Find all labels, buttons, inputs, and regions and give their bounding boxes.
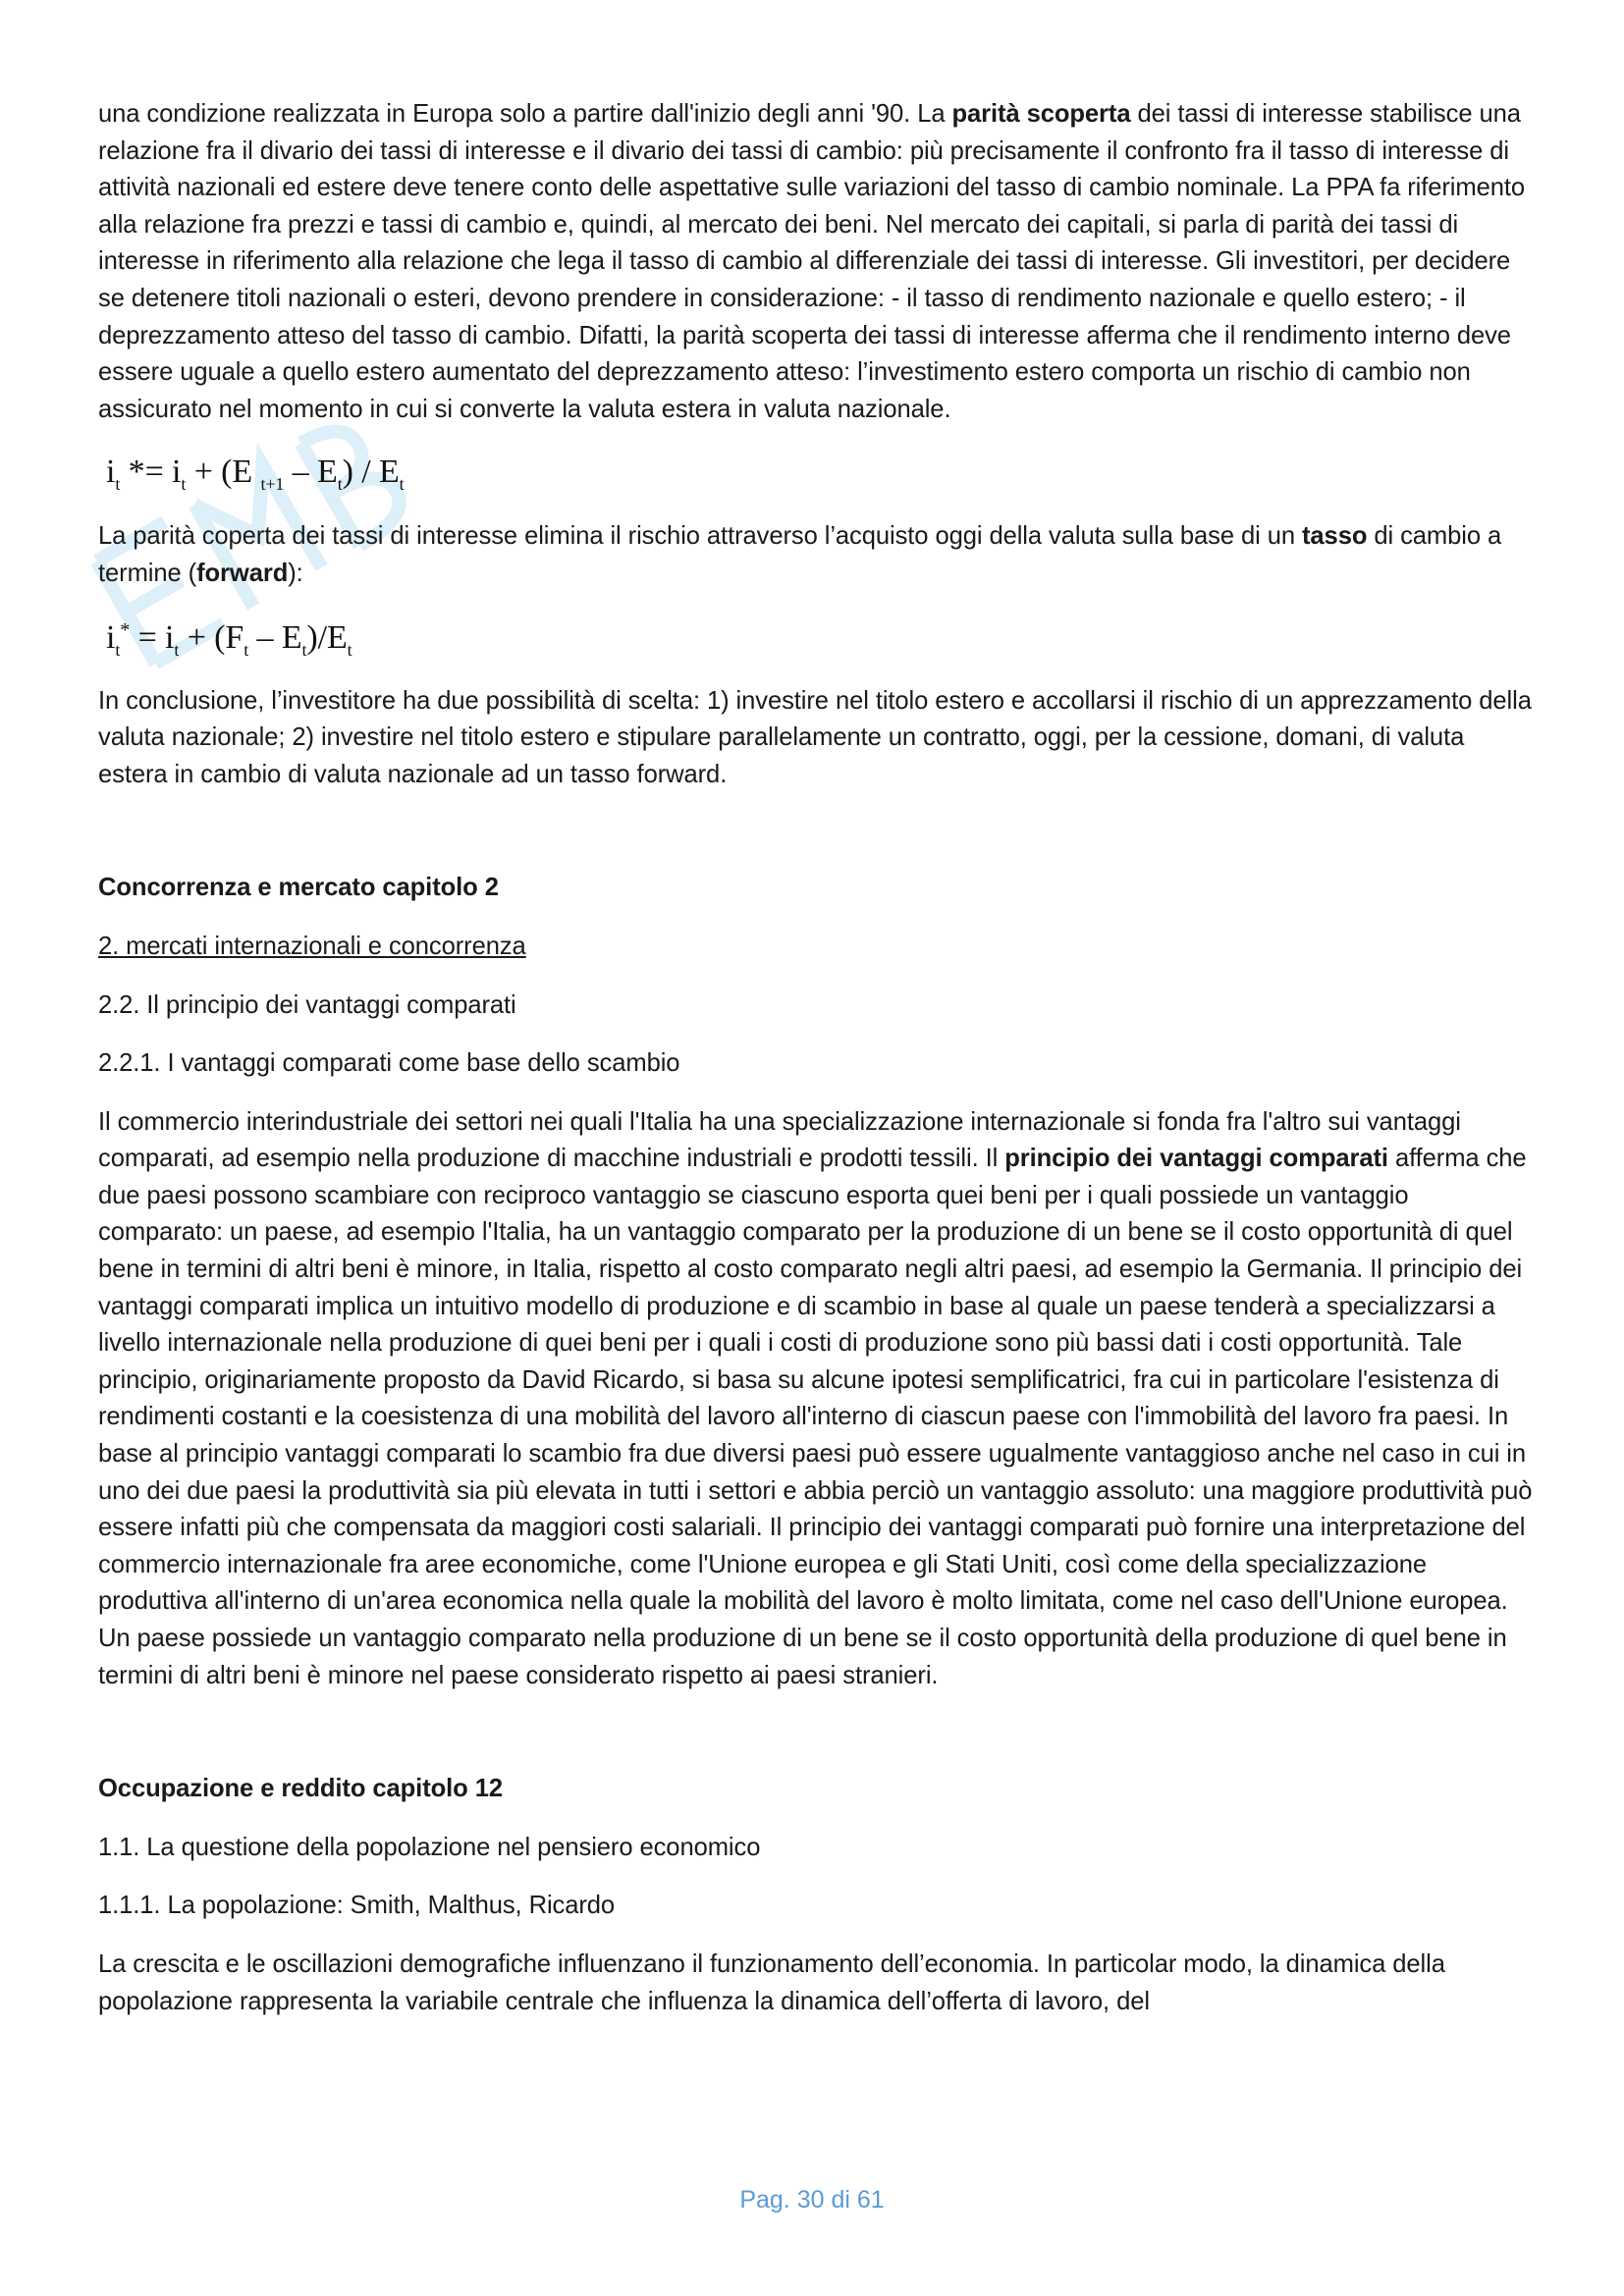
- text-run: dei tassi di interesse stabilisce una relazione fra il divario dei tassi di interesse e il divario dei tassi di cambio: più precisamente il confronto fra il tasso di interesse di attività nazionali ed estere deve tenere conto delle aspettative sulle variazioni del tasso di cambio nominale. La PPA fa riferimento alla relazione fra prezzi e tassi di cambio e, quindi, al mercato dei beni. Nel mercato dei capitali, si parla di parità dei tassi di interesse in riferimento alla relazione che lega il tasso di cambio al differenziale dei tassi di interesse. Gli investitori, per decidere se detenere titoli nazionali o esteri, devono prendere in considerazione: - il tasso di rendimento nazionale e quello estero; - il deprezzamento atteso del tasso di cambio. Difatti, la parità scoperta dei tassi di interesse afferma che il rendimento interno deve essere uguale a quello estero aumentato del deprezzamento atteso: l’investimento estero comporta un rischio di cambio non assicurato nel momento in cui si converte la valuta estera in valuta nazionale.: [98, 100, 1526, 423]
- subheading-smith-malthus: 1.1.1. La popolazione: Smith, Malthus, Ricardo: [98, 1892, 616, 1920]
- paragraph-population: La crescita e le oscillazioni demografiche influenzano il funzionamento dell’economia. In particolar modo, la dinamica della popolazione rappresenta la variabile centrale che influenza la dinamica dell’offerta di lavoro, del: [98, 1949, 1445, 2015]
- bold-term-principio: principio dei vantaggi comparati: [1004, 1145, 1388, 1173]
- paragraph-interest-parity: [98, 96, 1540, 428]
- section-heading-concorrenza: Concorrenza e mercato capitolo 2: [98, 874, 499, 902]
- bold-term-tasso: tasso: [1302, 522, 1368, 551]
- text-run: di cambio a termine (: [98, 522, 1502, 587]
- subheading-popolazione: 1.1. La questione della popolazione nel pensiero economico: [98, 1833, 761, 1861]
- page-number: Pag. 30 di 61: [739, 2186, 885, 2214]
- section-heading-occupazione: Occupazione e reddito capitolo 12: [98, 1775, 503, 1803]
- subheading-mercati: 2. mercati internazionali e concorrenza: [98, 932, 526, 960]
- subheading-principio: 2.2. Il principio dei vantaggi comparati: [98, 990, 516, 1019]
- text-run: afferma che due paesi possono scambiare con reciproco vantaggio se ciascuno esporta quei beni per i quali possiede un vantaggio comparato: un paese, ad esempio l'Italia, ha un vantaggio comparato per la produzione di un bene se il costo opportunità di quel bene in termini di altri beni è minore, in Italia, rispetto al costo comparato negli altri paesi, ad esempio la Germania. Il principio dei vantaggi comparati implica un intuitivo modello di produzione e di scambio in base al quale un paese tenderà a specializzarsi a livello internazionale nella produzione di quei beni per i quali i costi di produzione sono più bassi dati i costi opportunità. Tale principio, originariamente proposto da David Ricardo, si basa su alcune ipotesi semplificatrici, fra cui in particolare l'esistenza di rendimenti costanti e la coesistenza di una mobilità del lavoro all'interno di ciascun paese con l'immobilità del lavoro fra paesi. In base al principio vantaggi comparati lo scambio fra due diversi paesi può essere ugualmente vantaggioso anche nel caso in cui in uno dei due paesi la produttività sia più elevata in tutti i settori e abbia perciò un vantaggio assoluto: una maggiore produttività può essere infatti più che compensata da maggiori costi salariali. Il principio dei vantaggi comparati può fornire una interpretazione del commercio internazionale fra aree economiche, come l'Unione europea e gli Stati Uniti, così come della specializzazione produttiva all'interno di un'area economica nella quale la mobilità del lavoro è molto limitata, come nel caso dell'Unione europea. Un paese possiede un vantaggio comparato nella produzione di un bene se il costo opportunità della produzione di quel bene in termini di altri beni è minore nel paese considerato rispetto ai paesi stranieri.: [98, 1145, 1533, 1689]
- paragraph-comparative-advantage: [98, 1104, 1540, 1695]
- paragraph-conclusion: In conclusione, l’investitore ha due possibilità di scelta: 1) investire nel titolo estero e accollarsi il rischio di un apprezzamento della valuta nazionale; 2) investire nel titolo estero e stipulare parallelamente un contratto, oggi, per la cessione, domani, di valuta estera in cambio di valuta nazionale ad un tasso forward.: [98, 686, 1532, 788]
- text-run: una condizione realizzata in Europa solo a partire dall'inizio degli anni '90. La: [98, 100, 952, 128]
- formula-uncovered-parity: $i_t *= i_t + (E$ $_{t+1} - E_t) / E_t$: [106, 454, 405, 495]
- text-run: ):: [288, 559, 303, 587]
- formula-covered-parity: $i_t^* = i_t + (F_t - E_t)/E_t$: [106, 618, 352, 660]
- document-body: [98, 96, 1540, 2036]
- bold-term-forward: forward: [196, 559, 289, 587]
- subheading-vantaggi: 2.2.1. I vantaggi comparati come base dello scambio: [98, 1049, 680, 1078]
- paragraph-covered-parity: [98, 518, 1540, 592]
- text-run: La parità coperta dei tassi di interesse elimina il rischio attraverso l’acquisto oggi della valuta sulla base di un: [98, 522, 1302, 551]
- bold-term-uncovered-parity: parità scoperta: [951, 100, 1131, 128]
- text-run: Il commercio interindustriale dei settori nei quali l'Italia ha una specializzazione internazionale si fonda fra l'altro sui vantaggi comparati, ad esempio nella produzione di macchine industriali e prodotti tessili. Il: [98, 1107, 1461, 1173]
